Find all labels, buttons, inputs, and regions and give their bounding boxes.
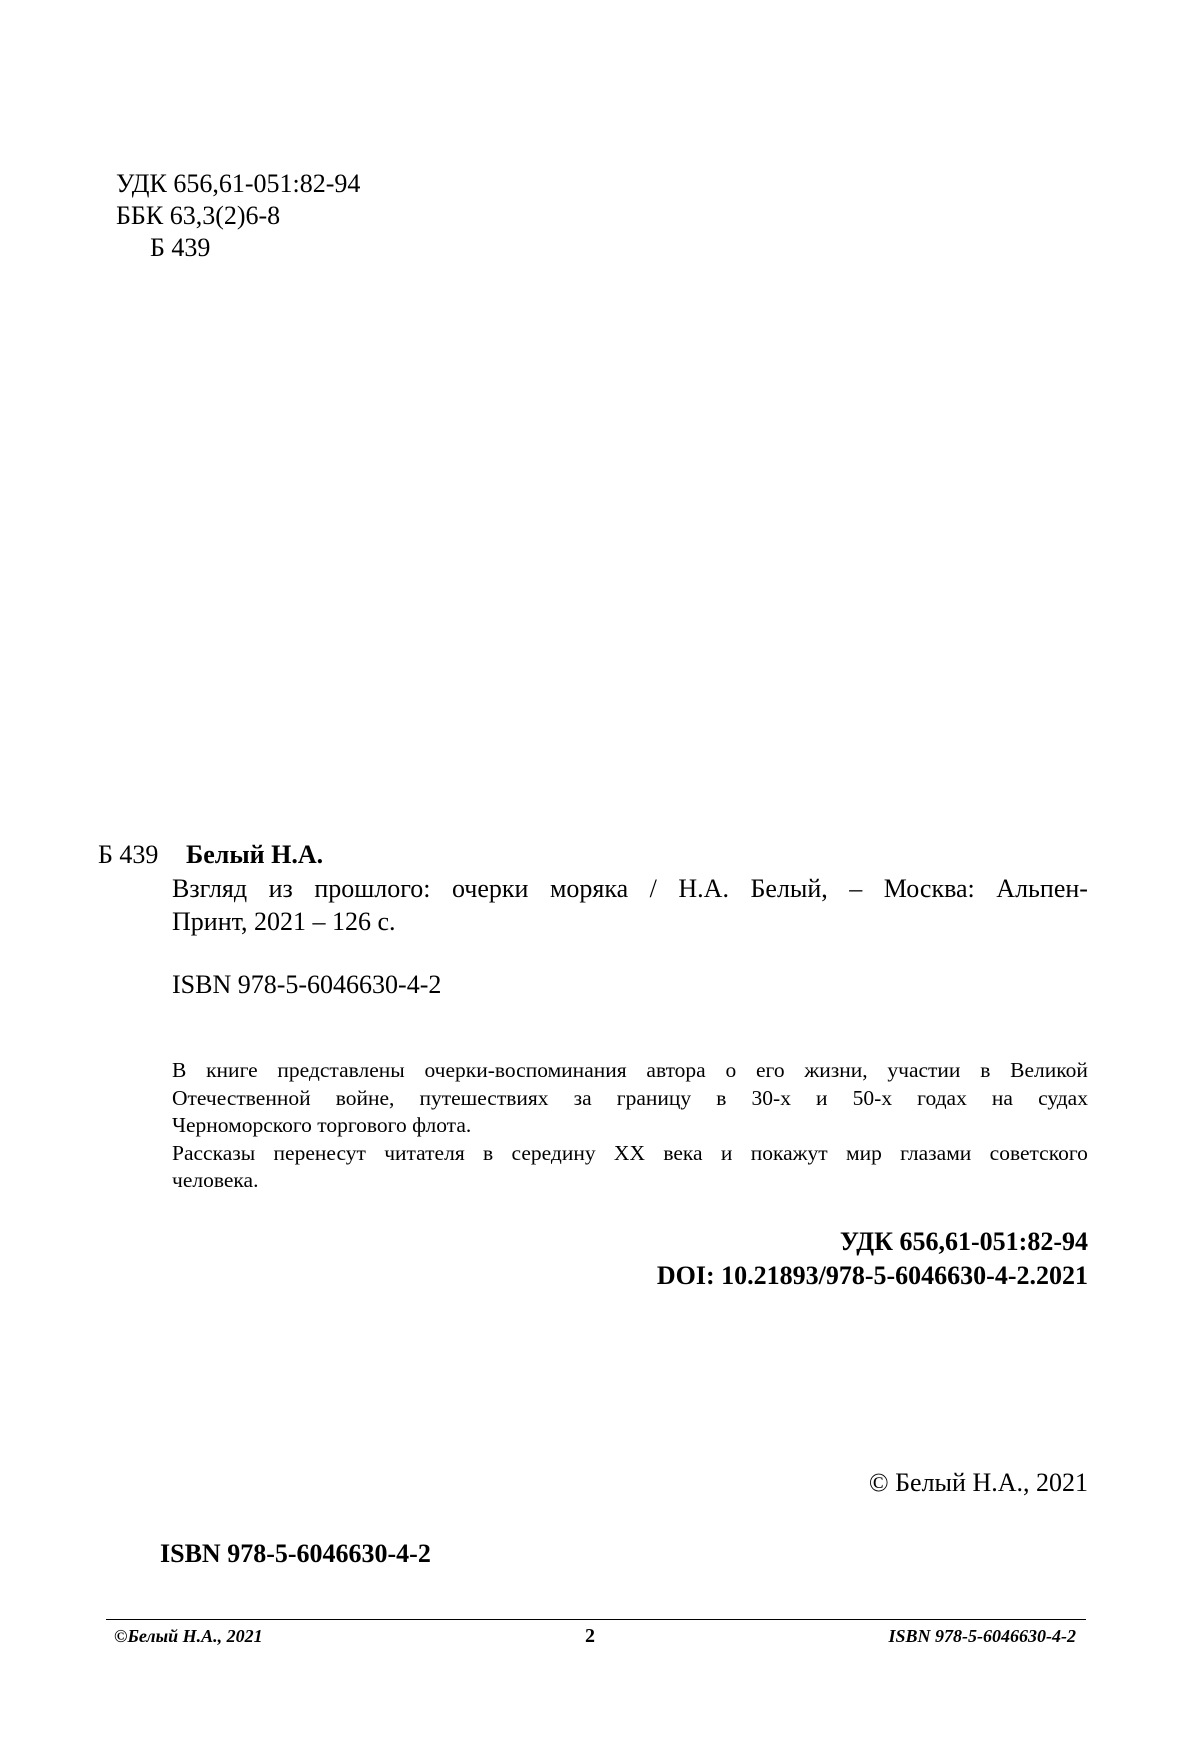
- word: очерки-воспоминания: [424, 1058, 627, 1082]
- bib-description: [172, 872, 1088, 938]
- word: на: [991, 1085, 1013, 1110]
- footer-isbn: ISBN 978-5-6046630-4-2: [888, 1626, 1076, 1646]
- word: представлены: [277, 1058, 405, 1082]
- word: Великой: [1010, 1058, 1088, 1082]
- word: Альпен-: [996, 874, 1088, 903]
- word: жизни,: [804, 1058, 868, 1082]
- annotation-line3: Черноморского торгового флота.: [172, 1113, 472, 1137]
- word: моряка: [549, 874, 629, 903]
- word: его: [756, 1058, 785, 1082]
- bib-description-line2: Принт, 2021 – 126 с.: [172, 907, 396, 936]
- isbn-bottom: ISBN 978-5-6046630-4-2: [160, 1539, 431, 1568]
- author-mark: Б 439: [150, 233, 211, 262]
- annotation-line4: [172, 1140, 1088, 1168]
- word: границу: [616, 1085, 692, 1110]
- bbk-code: ББК 63,3(2)6-8: [116, 201, 281, 230]
- word: Москва:: [883, 874, 975, 903]
- footer-copyright: ©Белый Н.А., 2021: [114, 1626, 263, 1646]
- bib-description-line1: [172, 872, 1088, 905]
- word: XX: [613, 1140, 645, 1165]
- word: судах: [1038, 1085, 1088, 1110]
- copyright-notice: © Белый Н.А., 2021: [868, 1468, 1088, 1497]
- word: советского: [989, 1140, 1088, 1165]
- word: середину: [511, 1140, 596, 1165]
- word: Белый,: [750, 874, 828, 903]
- word: очерки: [451, 874, 529, 903]
- word: глазами: [900, 1140, 972, 1165]
- word: /: [649, 874, 657, 903]
- annotation-line2: [172, 1085, 1088, 1113]
- doi-code: DOI: 10.21893/978-5-6046630-4-2.2021: [656, 1261, 1088, 1290]
- word: Н.А.: [678, 874, 729, 903]
- word: книге: [206, 1058, 258, 1082]
- word: читателя: [384, 1140, 465, 1165]
- footer-divider: [106, 1619, 1086, 1620]
- word: Рассказы: [172, 1140, 256, 1165]
- word: в: [980, 1058, 991, 1082]
- bib-entry-code: Б 439: [98, 840, 159, 869]
- word: войне,: [335, 1085, 395, 1110]
- isbn-entry: ISBN 978-5-6046630-4-2: [172, 970, 442, 999]
- word: мир: [845, 1140, 882, 1165]
- word: автора: [646, 1058, 706, 1082]
- word: годах: [917, 1085, 967, 1110]
- word: Отечественной: [172, 1085, 311, 1110]
- word: века: [663, 1140, 703, 1165]
- word: перенесут: [273, 1140, 366, 1165]
- word: Взгляд: [172, 874, 248, 903]
- word: участии: [887, 1058, 961, 1082]
- codes-block: [657, 1225, 1088, 1293]
- word: прошлого:: [314, 874, 431, 903]
- word: из: [268, 874, 293, 903]
- annotation-line5: человека.: [172, 1168, 259, 1192]
- udk-code: УДК 656,61-051:82-94: [116, 169, 361, 198]
- page-number: 2: [585, 1625, 595, 1647]
- word: 50-х: [852, 1085, 893, 1110]
- word: –: [849, 874, 863, 903]
- classification-block: [116, 168, 360, 264]
- udk-code-bold: УДК 656,61-051:82-94: [839, 1227, 1088, 1256]
- word: покажут: [750, 1140, 828, 1165]
- word: за: [573, 1085, 592, 1110]
- word: в: [716, 1085, 727, 1110]
- annotation-line1: [172, 1057, 1088, 1085]
- word: и: [816, 1085, 828, 1110]
- word: В: [172, 1058, 187, 1082]
- author-name: Белый Н.А.: [186, 840, 324, 869]
- word: 30-х: [751, 1085, 791, 1110]
- annotation: [172, 1057, 1088, 1195]
- word: о: [725, 1058, 737, 1082]
- word: и: [720, 1140, 733, 1165]
- word: в: [483, 1140, 494, 1165]
- word: путешествиях: [419, 1085, 549, 1110]
